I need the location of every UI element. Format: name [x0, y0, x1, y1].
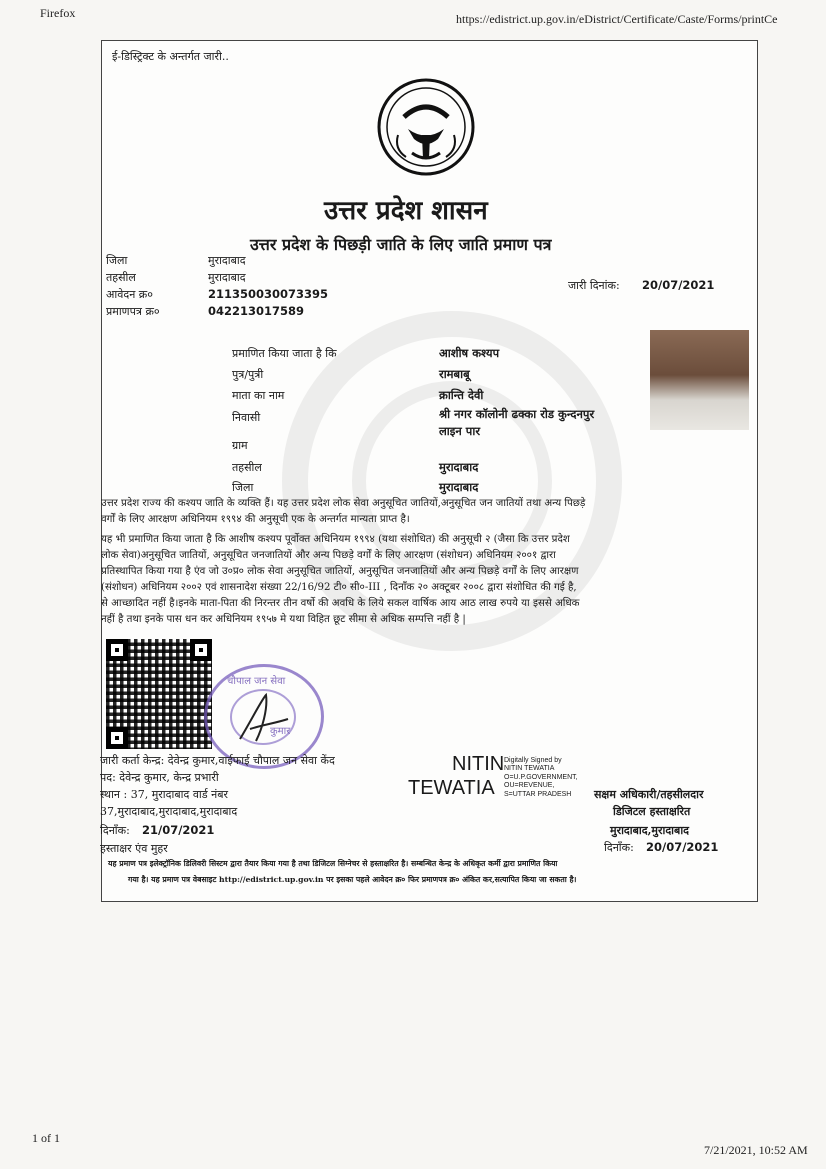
print-datetime: 7/21/2021, 10:52 AM: [704, 1143, 808, 1157]
mother-name: क्रान्ति देवी: [439, 388, 484, 402]
field-label: माता का नाम: [232, 389, 285, 402]
meta-label: आवेदन क्र०: [106, 288, 153, 301]
browser-app-name: Firefox: [40, 6, 76, 20]
applicant-name: आशीष कश्यप: [439, 346, 500, 360]
qr-code: [106, 639, 212, 749]
paragraph-line: उत्तर प्रदेश राज्य की कश्यप जाति के व्यक्ति हैं। यह उत्तर प्रदेश लोक सेवा अनुसूचित जातियों,अनुसूचित जन जातियों तथा अन्य पिछड़े: [101, 498, 586, 509]
officer-line: डिजिटल हस्ताक्षरित: [613, 805, 691, 818]
paragraph-line: नहीं है तथा इनके पास धन कर अधिनियम १९५७ मे यथा विहित छूट सीमा से अधिक सम्पत्ति नहीं है |: [101, 614, 466, 625]
page-url: https://edistrict.up.gov.in/eDistrict/Certificate/Caste/Forms/printCe: [456, 12, 778, 26]
field-label: पुत्र/पुत्री: [232, 368, 264, 381]
issue-date-label: जारी दिनांक:: [568, 279, 620, 292]
field-label: जिला: [232, 481, 254, 494]
district-value: मुरादाबाद: [439, 480, 479, 494]
paragraph-line: वर्गों के लिए आरक्षण अधिनियम १९९४ की अनुसूची एक के अन्तर्गत मान्यता प्राप्त है।: [101, 514, 410, 525]
up-govt-emblem-icon: [376, 77, 476, 177]
meta-label: जिला: [106, 254, 128, 267]
qr-finder-icon: [106, 639, 128, 661]
tehsil-value: मुरादाबाद: [439, 460, 479, 474]
paragraph-line: प्रतिस्थापित किया गया है एंव जो उ०प्र० लोक सेवा अनुसूचित जातियों, अनुसूचित जनजातियों और अन्य पिछड़े वर्गों के लिए आरक्षण: [101, 566, 579, 577]
address-line1: श्री नगर कॉलोनी ढक्का रोड कुन्दनपुर: [439, 407, 595, 421]
officer-date-label: दिनाँक:: [604, 841, 634, 854]
seal-label: हस्ताक्षर एंव मुहर: [100, 842, 168, 855]
meta-value: मुरादाबाद: [208, 254, 246, 267]
certificate-title: उत्तर प्रदेश के पिछड़ी जाति के लिए जाति प्रमाण पत्र: [250, 235, 552, 254]
govt-title: उत्तर प्रदेश शासन: [324, 196, 488, 226]
issuer-line: स्थान : 37, मुरादाबाद वार्ड नंबर: [100, 788, 229, 801]
paragraph-line: यह भी प्रमाणित किया जाता है कि आशीष कश्यप पूर्वोक्त अधिनियम १९९४ (यथा संशोधित) की अनुसूची २ (जैसा कि उत्तर प्रदेश: [101, 534, 570, 545]
meta-label: प्रमाणपत्र क्र०: [106, 305, 160, 318]
field-label: ग्राम: [232, 439, 248, 452]
digital-sig-name-2: TEWATIA: [408, 777, 495, 799]
issuer-date-label: दिनाँक:: [100, 824, 130, 837]
footer-note: गया है। यह प्रमाण पत्र वेबसाइट http://edistrict.up.gov.in पर इसका पहले आवेदन क्र० फिर प्रमाणपत्र क्र० अंकित कर,सत्यापित किया जा सकता है।: [128, 875, 577, 884]
digital-sig-detail: OU=REVENUE,: [504, 782, 555, 790]
application-number: 211350030073395: [208, 287, 329, 301]
digital-sig-details: [504, 757, 578, 799]
issue-date: 20/07/2021: [642, 278, 715, 292]
issuer-line: 37,मुरादाबाद,मुरादाबाद,मुरादाबाद: [100, 805, 238, 818]
meta-value: मुरादाबाद: [208, 271, 246, 284]
certificate-number: 042213017589: [208, 304, 305, 318]
digital-sig-detail: S=UTTAR PRADESH: [504, 790, 572, 798]
stamp-text-top: चौपाल जन सेवा: [227, 676, 286, 687]
issued-under-text: ई-डिस्ट्रिक्ट के अन्तर्गत जारी..: [112, 50, 229, 63]
certificate: [101, 40, 758, 902]
father-name: रामबाबू: [439, 367, 470, 381]
stamp-text-bottom: कुमार: [270, 726, 291, 737]
digital-sig-detail: NITIN TEWATIA: [504, 765, 555, 773]
qr-finder-icon: [106, 727, 128, 749]
handwritten-signature-icon: [232, 689, 292, 749]
paragraph-line: लोक सेवा)अनुसूचित जातियों, अनुसूचित जनजातियों और अन्य पिछड़े वर्गों के लिए आरक्षण (संशोधन) अधिनियम २००१ द्वारा: [101, 550, 556, 561]
digital-sig-name-1: NITIN: [452, 753, 505, 775]
field-label: निवासी: [232, 411, 261, 424]
digital-sig-detail: Digitally Signed by: [504, 757, 562, 764]
officer-line: सक्षम अधिकारी/तहसीलदार: [594, 788, 704, 801]
issuer-line: पद: देवेन्द्र कुमार, केन्द्र प्रभारी: [100, 771, 219, 784]
footer-note: यह प्रमाण पत्र इलेक्ट्रॉनिक डिलिवरी सिस्टम द्वारा तैयार किया गया है तथा डिजिटल सिग्नेचर से हस्ताक्षरित है। सम्बन्धित केन्द्र के अधिकृत कर्मी द्वारा प्रमाणित किया: [108, 859, 558, 868]
officer-line: मुरादाबाद,मुरादाबाद: [610, 824, 690, 837]
meta-label: तहसील: [106, 271, 136, 284]
digital-sig-detail: O=U.P.GOVERNMENT,: [504, 773, 578, 781]
officer-date: 20/07/2021: [646, 840, 719, 854]
issuer-date: 21/07/2021: [142, 823, 215, 837]
paragraph-line: (संशोधन) अधिनियम २००२ एवं शासनादेश संख्या 22/16/92 टी० सी०-III , दिनाँक २० अक्टूबर २००८ द्वारा संशोधित की गई है,: [101, 582, 577, 593]
field-label: प्रमाणित किया जाता है कि: [232, 347, 337, 360]
field-label: तहसील: [232, 461, 262, 474]
address-line2: लाइन पार: [439, 424, 481, 438]
issuer-line: जारी कर्ता केन्द्र: देवेन्द्र कुमार,वाईफाई चौपाल जन सेवा केंद: [100, 754, 335, 767]
paragraph-line: से आच्छादित नहीं है।इनके माता-पिता की निरन्तर तीन वर्षो की अवधि के लिये सकल वार्षिक आय आठ लाख रुपये या इससे अधिक: [101, 598, 580, 609]
qr-finder-icon: [190, 639, 212, 661]
applicant-photo: [650, 330, 749, 430]
page-count: 1 of 1: [32, 1131, 60, 1145]
